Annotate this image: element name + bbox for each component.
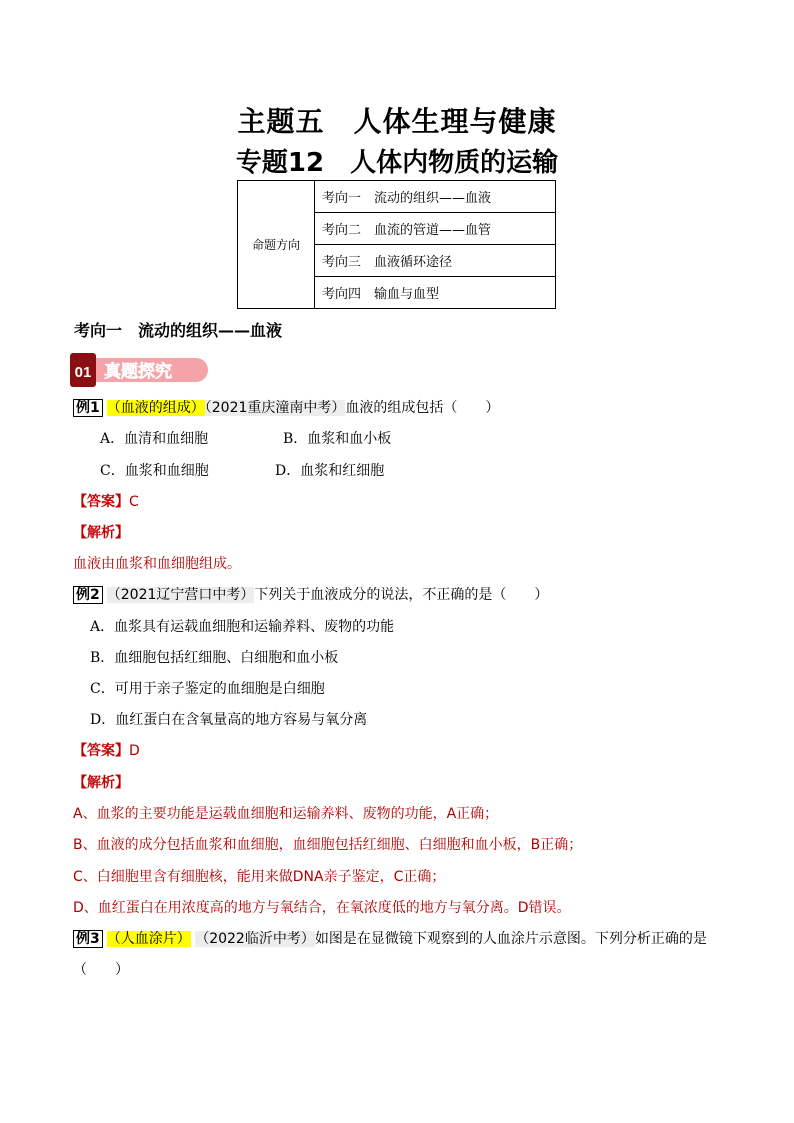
analysis-text: A、血浆的主要功能是运载血细胞和运输养料、废物的功能，A正确； [73,806,499,822]
answer-label: 【答案】 [73,743,129,759]
example-1-question [73,397,499,417]
topic-highlight: （血液的组成） [106,400,205,416]
answer-parenthesis: （ ） [73,962,129,978]
question-text: 下列关于血液成分的说法，不正确的是（ ） [254,587,549,603]
answer-value: D [129,743,140,759]
banner-number: 01 [74,364,92,381]
section-title: 考向一 流动的组织——血液 [74,321,283,340]
option-a: A．血清和血细胞 [100,431,209,447]
answer-label: 【答案】 [73,494,129,510]
question-source: （2021辽宁营口中考） [106,587,255,603]
option-c: C．可用于亲子鉴定的血细胞是白细胞 [90,681,325,697]
direction-item: 考向二 血流的管道——血管 [315,213,556,245]
answer-line [73,491,139,511]
example-tag: 例3 [73,930,103,948]
analysis-text: 血液由血浆和血细胞组成。 [73,556,241,572]
question-source: （2022临沂中考） [195,931,315,947]
option-b: B．血细胞包括红细胞、白细胞和血小板 [90,650,339,666]
option-c: C．血浆和血细胞 [100,463,209,479]
option-b: B．血浆和血小板 [283,431,392,447]
topic-highlight: （人血涂片） [106,931,191,947]
banner-icon [70,350,212,388]
question-text: 血液的组成包括（ ） [345,400,500,416]
analysis-text: C、白细胞里含有细胞核，能用来做DNA亲子鉴定，C正确； [73,869,446,885]
example-tag: 例2 [73,586,103,604]
answer-line [73,740,140,760]
analysis-text: D、血红蛋白在用浓度高的地方与氧结合，在氧浓度低的地方与氧分离。D错误。 [73,900,571,916]
direction-item: 考向四 输血与血型 [315,277,556,309]
analysis-label: 【解析】 [73,775,129,791]
banner-text: 真题探究 [104,362,172,382]
answer-value: C [129,494,139,510]
direction-item: 考向一 流动的组织——血液 [315,181,556,213]
example-3-question [73,928,707,948]
analysis-text: B、血液的成分包括血浆和血细胞，血细胞包括红细胞、白细胞和血小板，B正确； [73,837,583,853]
chapter-title: 专题12 人体内物质的运输 [235,148,559,178]
direction-table [237,180,556,309]
analysis-label: 【解析】 [73,525,129,541]
topic-title: 主题五 人体生理与健康 [237,105,557,138]
direction-label: 命题方向 [238,181,315,309]
option-d: D．血浆和红细胞 [275,463,385,479]
question-text: 如图是在显微镜下观察到的人血涂片示意图。下列分析正确的是 [314,931,707,947]
option-a: A．血浆具有运载血细胞和运输养料、废物的功能 [90,619,395,635]
direction-item: 考向三 血液循环途径 [315,245,556,277]
example-2-question [73,584,548,604]
question-source: （2021重庆潼南中考） [204,400,346,416]
example-tag: 例1 [73,399,103,417]
option-d: D．血红蛋白在含氧量高的地方容易与氧分离 [90,712,368,728]
